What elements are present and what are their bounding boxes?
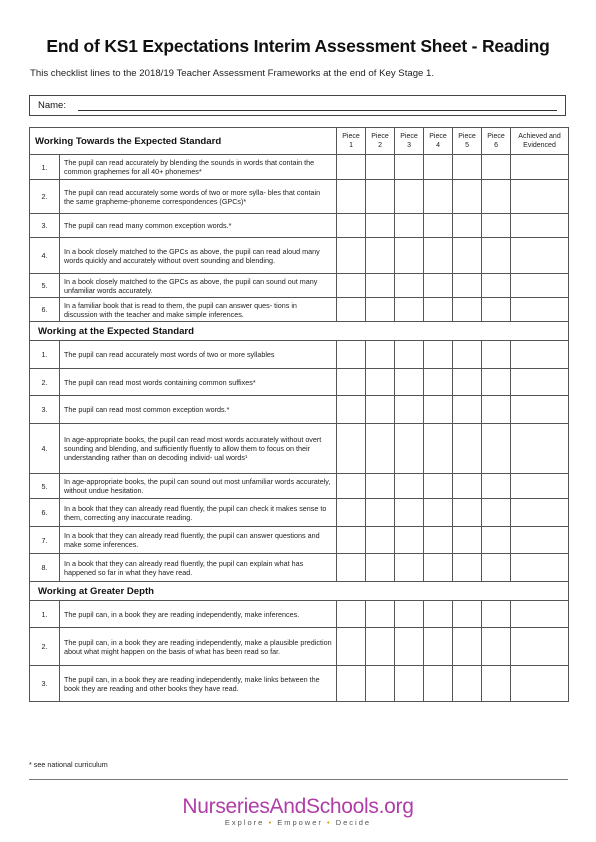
- table-row: [30, 369, 569, 396]
- piece-checkbox-cell[interactable]: [453, 298, 482, 322]
- item-number: 8.: [30, 554, 60, 582]
- item-number: 4.: [30, 424, 60, 474]
- achieved-checkbox-cell[interactable]: [511, 369, 569, 396]
- piece-checkbox-cell[interactable]: [337, 369, 366, 396]
- piece-checkbox-cell[interactable]: [482, 601, 511, 628]
- piece-checkbox-cell[interactable]: [424, 666, 453, 702]
- item-number: 4.: [30, 238, 60, 274]
- piece-checkbox-cell[interactable]: [337, 527, 366, 554]
- column-header-number: 3: [407, 142, 411, 149]
- piece-checkbox-cell[interactable]: [366, 180, 395, 214]
- section-title: Working Towards the Expected Standard: [30, 128, 337, 155]
- item-statement: The pupil can read accurately most words of two or more syllables: [60, 341, 337, 369]
- piece-checkbox-cell[interactable]: [482, 180, 511, 214]
- piece-checkbox-cell[interactable]: [424, 298, 453, 322]
- item-number: 1.: [30, 155, 60, 180]
- column-header-piece: [482, 128, 511, 155]
- item-number: 5.: [30, 474, 60, 499]
- item-statement: In a familiar book that is read to them, the pupil can answer ques- tions in discussion with the teacher and make simple inferences.: [60, 298, 337, 322]
- piece-checkbox-cell[interactable]: [395, 341, 424, 369]
- piece-checkbox-cell[interactable]: [395, 628, 424, 666]
- piece-checkbox-cell[interactable]: [395, 155, 424, 180]
- piece-checkbox-cell[interactable]: [337, 341, 366, 369]
- piece-checkbox-cell[interactable]: [424, 214, 453, 238]
- footer-divider: [29, 779, 568, 780]
- column-header-number: 1: [349, 142, 353, 149]
- table-row: [30, 396, 569, 424]
- column-header-number: 2: [378, 142, 382, 149]
- column-header-label: Piece: [342, 133, 360, 140]
- item-statement: The pupil can read accurately some words of two or more sylla- bles that contain the same grapheme-phoneme correspondences (GPCs)*: [60, 180, 337, 214]
- table-row: [30, 155, 569, 180]
- brand-tagline: [0, 818, 596, 827]
- item-number: 2.: [30, 369, 60, 396]
- achieved-checkbox-cell[interactable]: [511, 155, 569, 180]
- footnote: * see national curriculum: [29, 760, 108, 769]
- piece-checkbox-cell[interactable]: [453, 274, 482, 298]
- piece-checkbox-cell[interactable]: [337, 666, 366, 702]
- piece-checkbox-cell[interactable]: [337, 628, 366, 666]
- achieved-checkbox-cell[interactable]: [511, 554, 569, 582]
- piece-checkbox-cell[interactable]: [395, 369, 424, 396]
- piece-checkbox-cell[interactable]: [424, 474, 453, 499]
- achieved-checkbox-cell[interactable]: [511, 274, 569, 298]
- item-statement: In a book that they can already read fluently, the pupil can check it makes sense to them, correcting any inaccurate reading.: [60, 499, 337, 527]
- table-row: [30, 527, 569, 554]
- piece-checkbox-cell[interactable]: [482, 554, 511, 582]
- section-header-row: [30, 322, 569, 341]
- piece-checkbox-cell[interactable]: [395, 180, 424, 214]
- piece-checkbox-cell[interactable]: [366, 499, 395, 527]
- piece-checkbox-cell[interactable]: [482, 214, 511, 238]
- column-header-label: Piece: [487, 133, 505, 140]
- piece-checkbox-cell[interactable]: [482, 527, 511, 554]
- piece-checkbox-cell[interactable]: [424, 396, 453, 424]
- piece-checkbox-cell[interactable]: [424, 424, 453, 474]
- achieved-checkbox-cell[interactable]: [511, 628, 569, 666]
- table-row: [30, 238, 569, 274]
- piece-checkbox-cell[interactable]: [453, 499, 482, 527]
- table-row: [30, 180, 569, 214]
- item-number: 5.: [30, 274, 60, 298]
- page-title: End of KS1 Expectations Interim Assessment Sheet - Reading: [46, 36, 550, 56]
- piece-checkbox-cell[interactable]: [424, 155, 453, 180]
- piece-checkbox-cell[interactable]: [337, 274, 366, 298]
- piece-checkbox-cell[interactable]: [453, 214, 482, 238]
- item-statement: The pupil can read most common exception words.*: [60, 396, 337, 424]
- piece-checkbox-cell[interactable]: [366, 155, 395, 180]
- piece-checkbox-cell[interactable]: [366, 601, 395, 628]
- item-number: 1.: [30, 341, 60, 369]
- piece-checkbox-cell[interactable]: [366, 298, 395, 322]
- item-statement: In a book closely matched to the GPCs as above, the pupil can read aloud many words quickly and accurately without overt sounding and blending.: [60, 238, 337, 274]
- table-row: [30, 666, 569, 702]
- column-header-label: Piece: [371, 133, 389, 140]
- piece-checkbox-cell[interactable]: [453, 155, 482, 180]
- piece-checkbox-cell[interactable]: [337, 155, 366, 180]
- column-header-piece: [337, 128, 366, 155]
- table-row: [30, 554, 569, 582]
- achieved-checkbox-cell[interactable]: [511, 527, 569, 554]
- item-statement: The pupil can, in a book they are reading independently, make links between the book they are reading and other books they have read.: [60, 666, 337, 702]
- piece-checkbox-cell[interactable]: [424, 341, 453, 369]
- column-header-number: 5: [465, 142, 469, 149]
- piece-checkbox-cell[interactable]: [366, 369, 395, 396]
- achieved-checkbox-cell[interactable]: [511, 180, 569, 214]
- piece-checkbox-cell[interactable]: [453, 666, 482, 702]
- tagline-word: Empower: [277, 818, 323, 827]
- piece-checkbox-cell[interactable]: [424, 369, 453, 396]
- piece-checkbox-cell[interactable]: [366, 666, 395, 702]
- achieved-checkbox-cell[interactable]: [511, 341, 569, 369]
- piece-checkbox-cell[interactable]: [453, 180, 482, 214]
- piece-checkbox-cell[interactable]: [482, 628, 511, 666]
- section-title: Working at the Expected Standard: [30, 322, 569, 341]
- item-number: 1.: [30, 601, 60, 628]
- tagline-word: Decide: [335, 818, 372, 827]
- assessment-table: [29, 127, 569, 702]
- tagline-word: Explore: [224, 818, 265, 827]
- piece-checkbox-cell[interactable]: [366, 554, 395, 582]
- table-row: [30, 628, 569, 666]
- achieved-checkbox-cell[interactable]: [511, 214, 569, 238]
- piece-checkbox-cell[interactable]: [337, 474, 366, 499]
- piece-checkbox-cell[interactable]: [453, 341, 482, 369]
- piece-checkbox-cell[interactable]: [366, 238, 395, 274]
- piece-checkbox-cell[interactable]: [453, 554, 482, 582]
- achieved-checkbox-cell[interactable]: [511, 474, 569, 499]
- item-number: 2.: [30, 628, 60, 666]
- piece-checkbox-cell[interactable]: [482, 424, 511, 474]
- section-header-row: [30, 582, 569, 601]
- piece-checkbox-cell[interactable]: [482, 666, 511, 702]
- piece-checkbox-cell[interactable]: [424, 274, 453, 298]
- item-number: 6.: [30, 499, 60, 527]
- piece-checkbox-cell[interactable]: [482, 396, 511, 424]
- piece-checkbox-cell[interactable]: [337, 554, 366, 582]
- column-header-label: Piece: [400, 133, 418, 140]
- table-row: [30, 424, 569, 474]
- table-row: [30, 601, 569, 628]
- column-header-piece: [395, 128, 424, 155]
- table-row: [30, 499, 569, 527]
- bullet-icon: •: [326, 818, 332, 827]
- achieved-checkbox-cell[interactable]: [511, 666, 569, 702]
- column-header-label: Piece: [429, 133, 447, 140]
- piece-checkbox-cell[interactable]: [395, 666, 424, 702]
- piece-checkbox-cell[interactable]: [366, 274, 395, 298]
- column-header-number: 4: [436, 142, 440, 149]
- bullet-icon: •: [268, 818, 274, 827]
- piece-checkbox-cell[interactable]: [395, 274, 424, 298]
- piece-checkbox-cell[interactable]: [424, 601, 453, 628]
- piece-checkbox-cell[interactable]: [482, 499, 511, 527]
- piece-checkbox-cell[interactable]: [337, 601, 366, 628]
- column-header-piece: [424, 128, 453, 155]
- piece-checkbox-cell[interactable]: [482, 474, 511, 499]
- column-header-achieved: [511, 128, 569, 155]
- item-statement: The pupil can read accurately by blending the sounds in words that contain the common graphemes for all 40+ phonemes*: [60, 155, 337, 180]
- piece-checkbox-cell[interactable]: [395, 396, 424, 424]
- piece-checkbox-cell[interactable]: [482, 298, 511, 322]
- piece-checkbox-cell[interactable]: [453, 628, 482, 666]
- piece-checkbox-cell[interactable]: [366, 527, 395, 554]
- piece-checkbox-cell[interactable]: [337, 424, 366, 474]
- piece-checkbox-cell[interactable]: [453, 601, 482, 628]
- item-number: 3.: [30, 214, 60, 238]
- item-statement: In a book that they can already read fluently, the pupil can explain what has happened so far in what they have read.: [60, 554, 337, 582]
- brand-logo: NurseriesAndSchools.org: [182, 795, 414, 818]
- achieved-checkbox-cell[interactable]: [511, 238, 569, 274]
- table-row: [30, 341, 569, 369]
- achieved-checkbox-cell[interactable]: [511, 424, 569, 474]
- piece-checkbox-cell[interactable]: [453, 424, 482, 474]
- piece-checkbox-cell[interactable]: [395, 527, 424, 554]
- table-header-row: [30, 128, 569, 155]
- piece-checkbox-cell[interactable]: [366, 628, 395, 666]
- piece-checkbox-cell[interactable]: [482, 369, 511, 396]
- piece-checkbox-cell[interactable]: [395, 214, 424, 238]
- table-row: [30, 274, 569, 298]
- name-field-box[interactable]: [29, 95, 566, 116]
- piece-checkbox-cell[interactable]: [482, 341, 511, 369]
- column-header-number: 6: [494, 142, 498, 149]
- table-row: [30, 474, 569, 499]
- name-label: Name:: [38, 100, 66, 111]
- piece-checkbox-cell[interactable]: [482, 274, 511, 298]
- achieved-checkbox-cell[interactable]: [511, 499, 569, 527]
- piece-checkbox-cell[interactable]: [482, 238, 511, 274]
- piece-checkbox-cell[interactable]: [395, 298, 424, 322]
- piece-checkbox-cell[interactable]: [337, 238, 366, 274]
- piece-checkbox-cell[interactable]: [424, 527, 453, 554]
- item-number: 7.: [30, 527, 60, 554]
- piece-checkbox-cell[interactable]: [453, 369, 482, 396]
- item-statement: The pupil can, in a book they are reading independently, make inferences.: [60, 601, 337, 628]
- piece-checkbox-cell[interactable]: [337, 180, 366, 214]
- piece-checkbox-cell[interactable]: [366, 396, 395, 424]
- item-number: 3.: [30, 396, 60, 424]
- item-statement: In a book closely matched to the GPCs as above, the pupil can sound out many unfamiliar words accurately.: [60, 274, 337, 298]
- piece-checkbox-cell[interactable]: [395, 601, 424, 628]
- item-number: 6.: [30, 298, 60, 322]
- item-statement: The pupil can, in a book they are reading independently, make a plausible prediction about what might happen on the basis of what has been read so far.: [60, 628, 337, 666]
- piece-checkbox-cell[interactable]: [453, 396, 482, 424]
- column-header-piece: [366, 128, 395, 155]
- column-header-label: Achieved and: [518, 133, 561, 140]
- piece-checkbox-cell[interactable]: [395, 424, 424, 474]
- piece-checkbox-cell[interactable]: [395, 499, 424, 527]
- piece-checkbox-cell[interactable]: [482, 155, 511, 180]
- piece-checkbox-cell[interactable]: [366, 474, 395, 499]
- page-subtitle: This checklist lines to the 2018/19 Teacher Assessment Frameworks at the end of Key Stage 1.: [30, 68, 435, 79]
- piece-checkbox-cell[interactable]: [424, 628, 453, 666]
- item-number: 2.: [30, 180, 60, 214]
- piece-checkbox-cell[interactable]: [366, 424, 395, 474]
- section-title: Working at Greater Depth: [30, 582, 569, 601]
- piece-checkbox-cell[interactable]: [366, 341, 395, 369]
- table-row: [30, 298, 569, 322]
- piece-checkbox-cell[interactable]: [424, 238, 453, 274]
- item-statement: The pupil can read many common exception words.*: [60, 214, 337, 238]
- piece-checkbox-cell[interactable]: [337, 214, 366, 238]
- item-statement: In a book that they can already read fluently, the pupil can answer questions and make some inferences.: [60, 527, 337, 554]
- name-input-line[interactable]: [78, 110, 557, 111]
- piece-checkbox-cell[interactable]: [337, 396, 366, 424]
- item-statement: The pupil can read most words containing common suffixes*: [60, 369, 337, 396]
- item-statement: In age-appropriate books, the pupil can sound out most unfamiliar words accurately, without undue hesitation.: [60, 474, 337, 499]
- achieved-checkbox-cell[interactable]: [511, 298, 569, 322]
- item-number: 3.: [30, 666, 60, 702]
- piece-checkbox-cell[interactable]: [453, 474, 482, 499]
- item-statement: In age-appropriate books, the pupil can read most words accurately without overt sounding and blending, and sufficiently fluently to allow them to focus on their understanding rather than on decoding individ- ual words¹: [60, 424, 337, 474]
- piece-checkbox-cell[interactable]: [424, 554, 453, 582]
- piece-checkbox-cell[interactable]: [453, 238, 482, 274]
- column-header-label: Piece: [458, 133, 476, 140]
- piece-checkbox-cell[interactable]: [395, 238, 424, 274]
- achieved-checkbox-cell[interactable]: [511, 396, 569, 424]
- piece-checkbox-cell[interactable]: [424, 499, 453, 527]
- column-header-label: Evidenced: [523, 142, 556, 149]
- piece-checkbox-cell[interactable]: [424, 180, 453, 214]
- piece-checkbox-cell[interactable]: [366, 214, 395, 238]
- column-header-piece: [453, 128, 482, 155]
- piece-checkbox-cell[interactable]: [337, 499, 366, 527]
- achieved-checkbox-cell[interactable]: [511, 601, 569, 628]
- piece-checkbox-cell[interactable]: [453, 527, 482, 554]
- piece-checkbox-cell[interactable]: [395, 474, 424, 499]
- table-row: [30, 214, 569, 238]
- piece-checkbox-cell[interactable]: [337, 298, 366, 322]
- piece-checkbox-cell[interactable]: [395, 554, 424, 582]
